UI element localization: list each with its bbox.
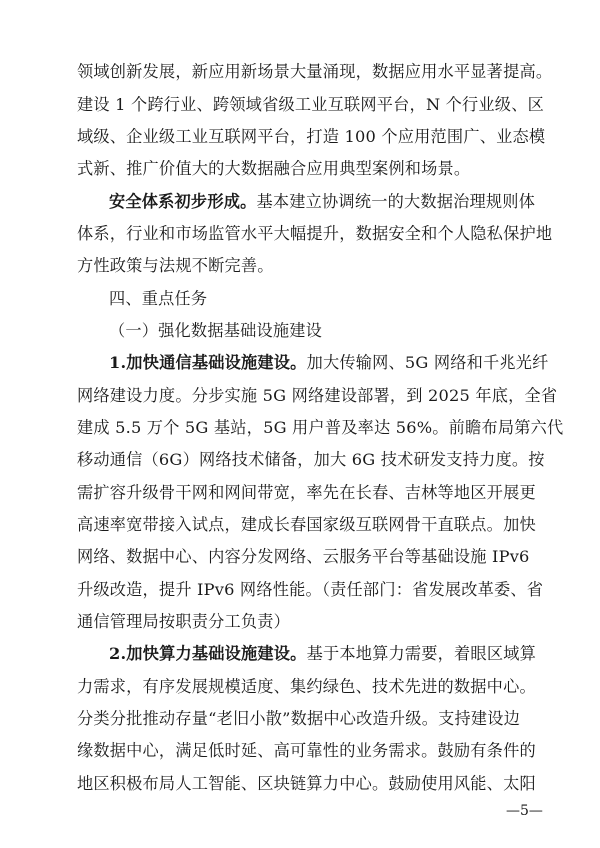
text-line: 方性政策与法规不断完善。	[77, 256, 274, 275]
item1-first-line	[109, 353, 559, 373]
subsection-heading-one: （一）强化数据基础设施建设	[109, 321, 323, 340]
text-line: 网络建设力度。分步实施 5G 网络建设部署，到 2025 年底，全省	[77, 386, 558, 405]
security-paragraph-first-line	[109, 192, 559, 212]
text-line: 需扩容升级骨干网和网间带宽，率先在长春、吉林等地区开展更	[77, 483, 536, 502]
text-line: 高速率宽带接入试点，建成长春国家级互联网骨干直联点。加快	[77, 515, 536, 534]
text-line: 网络、数据中心、内容分发网络、云服务平台等基础设施 IPv6	[77, 547, 530, 566]
text-line: 建设 1 个跨行业、跨领域省级工业互联网平台，N 个行业级、区	[77, 95, 544, 114]
text-line: 域级、企业级工业互联网平台，打造 100 个应用范围广、业态模	[77, 127, 546, 146]
item2-first-line	[109, 644, 559, 664]
text-line: 体系，行业和市场监管水平大幅提升，数据安全和个人隐私保护地	[77, 224, 553, 243]
item2-lead: 2.加快算力基础设施建设。	[109, 644, 307, 663]
text-line: 缘数据中心，满足低时延、高可靠性的业务需求。鼓励有条件的	[77, 741, 536, 760]
text-line: 分类分批推动存量“老旧小散”数据中心改造升级。支持建设边	[77, 709, 521, 728]
text-line: 地区积极布局人工智能、区块链算力中心。鼓励使用风能、太阳	[77, 774, 536, 793]
item2-text: 基于本地算力需要，着眼区域算	[306, 644, 536, 663]
security-paragraph-lead: 安全体系初步形成。	[109, 192, 257, 211]
text-line: 式新、推广价值大的大数据融合应用典型案例和场景。	[77, 159, 471, 178]
item1-text: 加大传输网、5G 网络和千兆光纤	[306, 353, 549, 372]
text-line: 力需求，有序发展规模适度、集约绿色、技术先进的数据中心。	[77, 677, 536, 696]
text-line: 升级改造，提升 IPv6 网络性能。（责任部门：省发展改革委、省	[77, 580, 544, 599]
page-number: —5—	[506, 803, 543, 819]
item1-lead: 1.加快通信基础设施建设。	[109, 353, 307, 372]
text-line: 建成 5.5 万个 5G 基站，5G 用户普及率达 56%。前瞻布局第六代	[77, 418, 564, 437]
security-paragraph-text: 基本建立协调统一的大数据治理规则体	[256, 192, 536, 211]
section-heading-four: 四、重点任务	[109, 289, 208, 308]
text-line: 领域创新发展，新应用新场景大量涌现，数据应用水平显著提高。	[77, 62, 553, 81]
text-line: 移动通信（6G）网络技术储备，加大 6G 技术研发支持力度。按	[77, 450, 545, 469]
text-line: 通信管理局按职责分工负责）	[77, 612, 291, 631]
